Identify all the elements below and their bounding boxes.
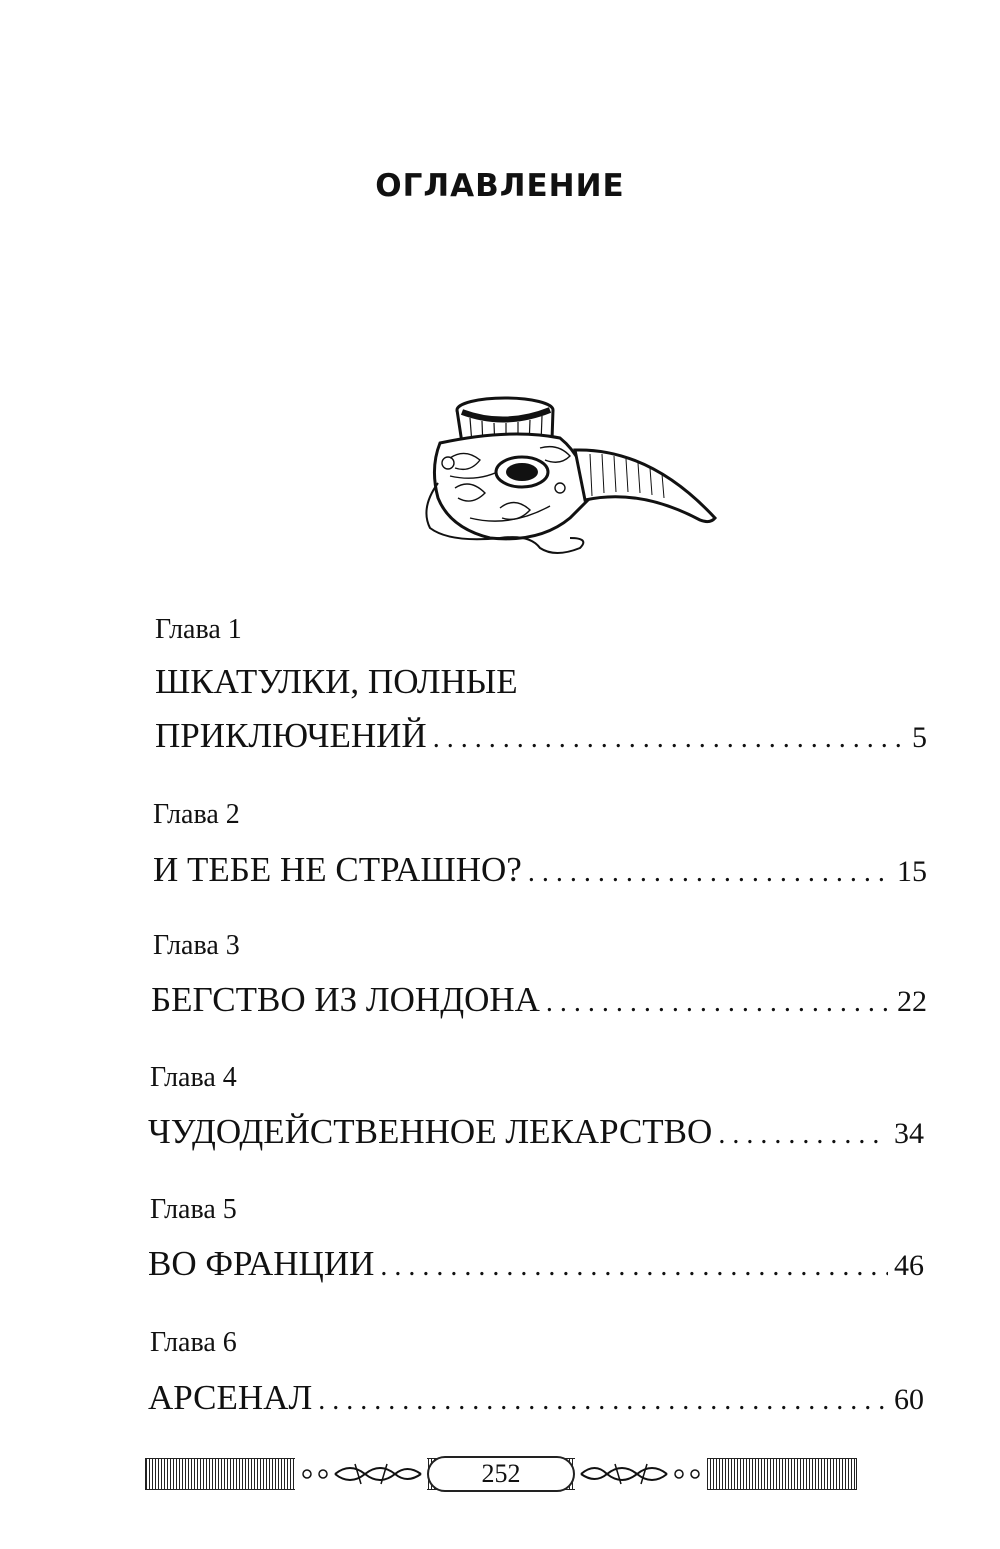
toc-entry[interactable] — [153, 850, 927, 890]
dot-leader — [546, 987, 891, 1019]
right-ornament-icon — [575, 1458, 707, 1490]
chapter-title-line[interactable]: ШКАТУЛКИ, ПОЛНЫЕ — [155, 662, 518, 701]
left-ornament-icon — [295, 1458, 427, 1490]
page-number: 60 — [894, 1383, 924, 1416]
chapter-label[interactable]: Глава 4 — [150, 1062, 237, 1093]
dot-leader — [528, 857, 891, 889]
chapter-label[interactable]: Глава 3 — [153, 930, 240, 961]
toc-entry[interactable] — [148, 1112, 924, 1152]
chapter-title: БЕГСТВО ИЗ ЛОНДОНА — [151, 980, 540, 1019]
chapter-title: ВО ФРАНЦИИ — [148, 1244, 375, 1283]
page-title: ОГЛАВЛЕНИЕ — [375, 168, 625, 204]
toc-entry[interactable] — [155, 716, 927, 756]
toc-entry[interactable] — [151, 980, 927, 1020]
chapter-label[interactable]: Глава 5 — [150, 1194, 237, 1225]
page-number: 34 — [894, 1117, 924, 1150]
dot-leader — [380, 1251, 888, 1283]
dot-leader — [433, 723, 906, 755]
page-number: 22 — [897, 985, 927, 1018]
page-number: 5 — [912, 721, 927, 754]
page-number: 46 — [894, 1249, 924, 1282]
dot-leader — [318, 1385, 888, 1417]
toc-entry[interactable] — [148, 1378, 924, 1418]
chapter-label[interactable]: Глава 1 — [155, 614, 242, 645]
page-number: 252 — [481, 1459, 521, 1488]
page-footer — [145, 1456, 857, 1492]
chapter-label[interactable]: Глава 2 — [153, 799, 240, 830]
page-number: 15 — [897, 855, 927, 888]
chapter-title: ПРИКЛЮЧЕНИЙ — [155, 716, 427, 755]
dot-leader — [718, 1119, 888, 1151]
chapter-title: АРСЕНАЛ — [148, 1378, 313, 1417]
page-number-badge — [427, 1456, 575, 1492]
chapter-title: ЧУДОДЕЙСТВЕННОЕ ЛЕКАРСТВО — [148, 1112, 713, 1151]
chapter-title: И ТЕБЕ НЕ СТРАШНО? — [153, 850, 522, 889]
chapter-label[interactable]: Глава 6 — [150, 1327, 237, 1358]
toc-entry[interactable] — [148, 1244, 924, 1284]
